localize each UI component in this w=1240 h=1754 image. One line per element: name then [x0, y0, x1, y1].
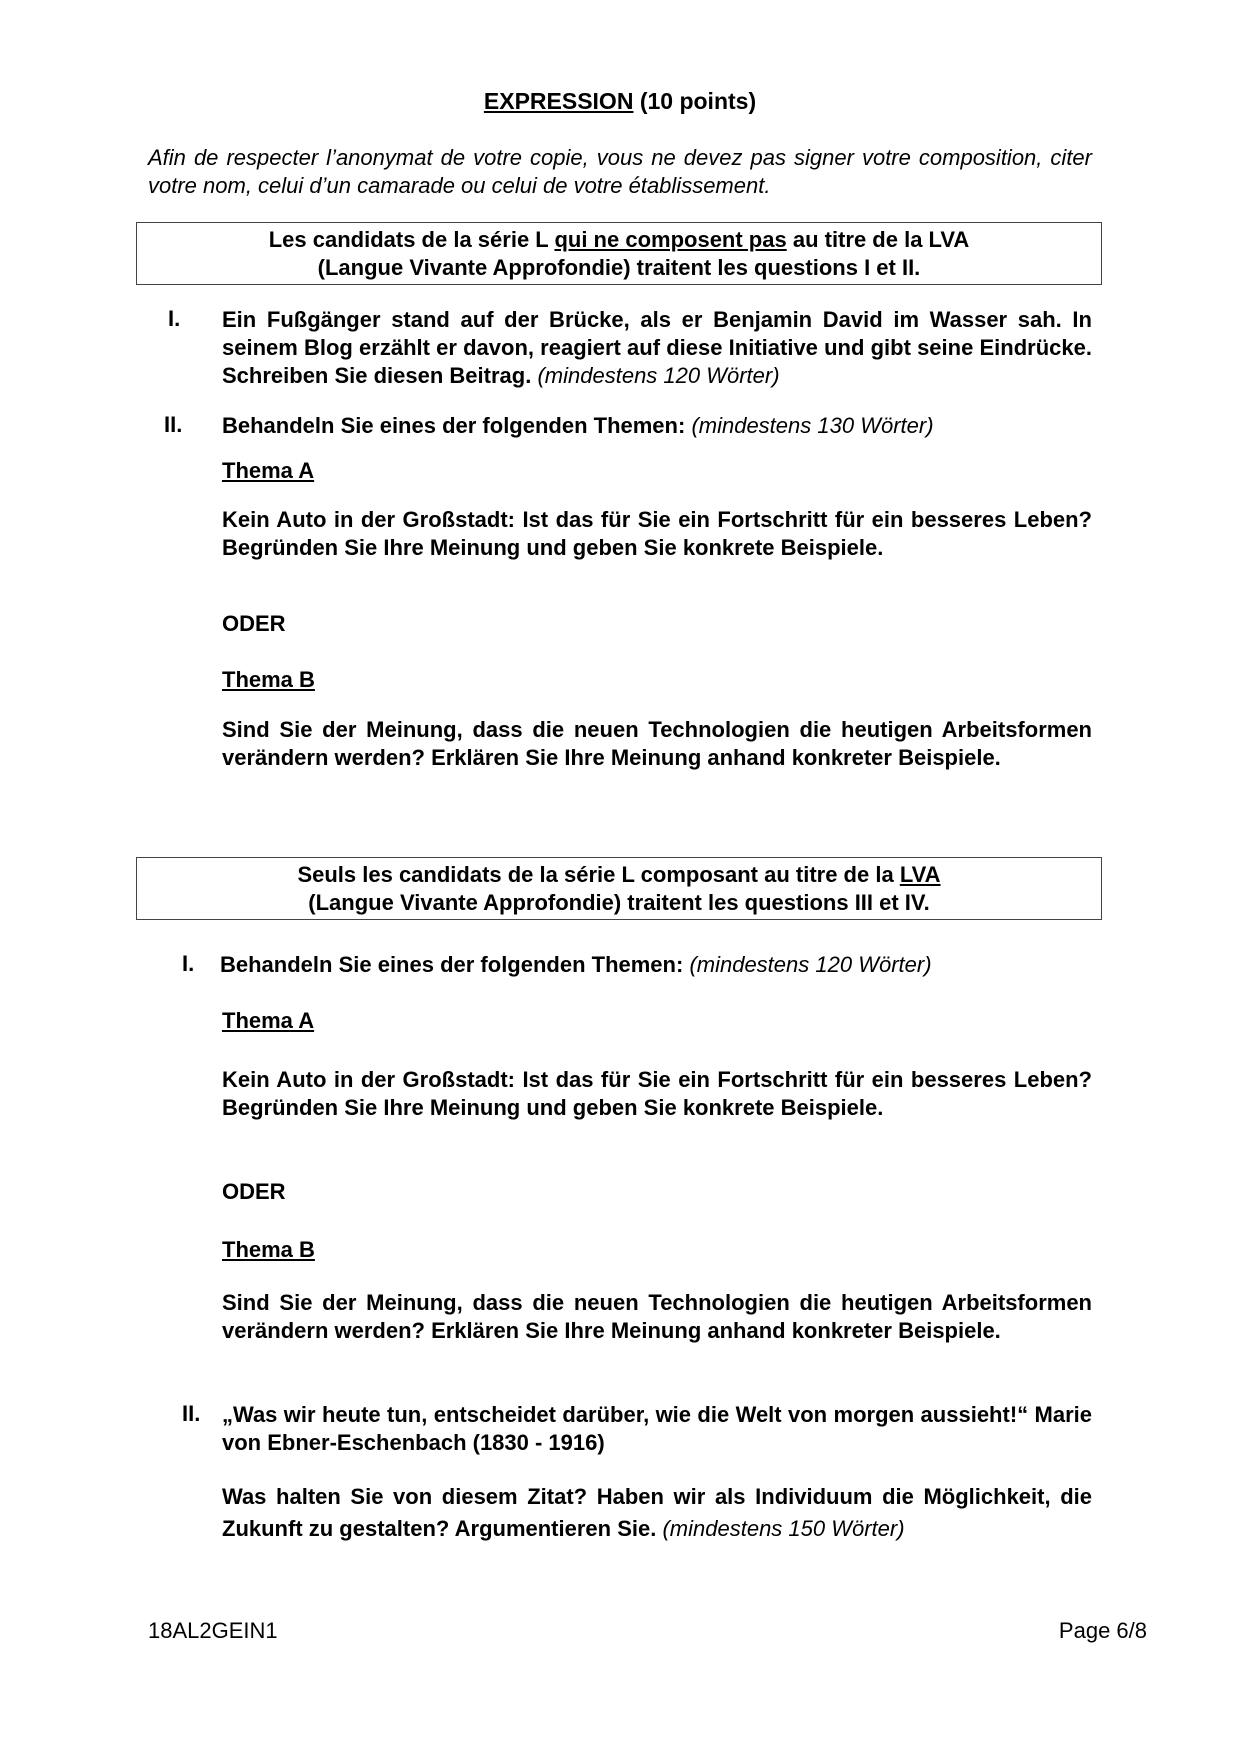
box1-emphasis: qui ne composent pas	[554, 227, 787, 252]
word-count-note: (mindestens 120 Wörter)	[537, 363, 780, 388]
question-number: II.	[182, 1401, 201, 1426]
quote-text: „Was wir heute tun, entscheidet darüber, wie die Welt von morgen aussieht!“ Marie von Ebner-Eschenbach (1830 - 1916)	[222, 1402, 1092, 1455]
thema-a-text: Kein Auto in der Großstadt: Ist das für Sie ein Fortschritt für ein besseres Leben? Begründen Sie Ihre Meinung und geben Sie konkrete Beispiele.	[222, 1067, 1092, 1120]
word-count-note: (mindestens 130 Wörter)	[691, 413, 934, 438]
box1-line2: (Langue Vivante Approfondie) traitent les questions I et II.	[317, 255, 921, 280]
word-count-note: (mindestens 120 Wörter)	[689, 952, 932, 977]
document-code: 18AL2GEIN1	[148, 1618, 278, 1643]
box2-emphasis: LVA	[899, 862, 941, 887]
box1-line1: Les candidats de la série L qui ne composent pas au titre de la LVA	[268, 227, 970, 252]
box2-line2: (Langue Vivante Approfondie) traitent les questions III et IV.	[308, 890, 930, 915]
oder-label: ODER	[222, 1179, 286, 1204]
question-text: Ein Fußgänger stand auf der Brücke, als er Benjamin David im Wasser sah. In seinem Blog erzählt er davon, reagiert auf diese Initiative und gibt seine Eindrücke. Schreiben Sie diesen Beitrag. (mindestens 120 Wörter)	[222, 307, 1092, 388]
page-number: Page 6/8	[1058, 1618, 1147, 1643]
thema-b-label: Thema B	[222, 1237, 315, 1262]
page-title	[0, 88, 1240, 115]
word-count-note: (mindestens 150 Wörter)	[662, 1516, 905, 1541]
oder-label: ODER	[222, 611, 286, 636]
question-number: I.	[182, 951, 195, 976]
box2-line1: Seuls les candidats de la série L composant au titre de la LVA	[297, 862, 941, 887]
thema-b-label: Thema B	[222, 667, 315, 692]
thema-a-label: Thema A	[222, 458, 315, 483]
anonymity-notice: Afin de respecter l’anonymat de votre copie, vous ne devez pas signer votre composition, citer votre nom, celui d’un camarade ou celui de votre établissement.	[148, 145, 1092, 198]
question-text: Behandeln Sie eines der folgenden Themen: (mindestens 120 Wörter)	[220, 952, 932, 977]
instruction-box-standard	[136, 222, 1102, 285]
question-number: II.	[164, 412, 183, 437]
thema-b-text: Sind Sie der Meinung, dass die neuen Technologien die heutigen Arbeitsformen verändern werden? Erklären Sie Ihre Meinung anhand konkreter Beispiele.	[222, 717, 1092, 770]
instruction-box-lva	[136, 857, 1102, 920]
thema-a-label: Thema A	[222, 1008, 315, 1033]
thema-b-text: Sind Sie der Meinung, dass die neuen Technologien die heutigen Arbeitsformen verändern werden? Erklären Sie Ihre Meinung anhand konkreter Beispiele.	[222, 1290, 1092, 1343]
question-text: Behandeln Sie eines der folgenden Themen: (mindestens 130 Wörter)	[222, 413, 934, 438]
question-text: Was halten Sie von diesem Zitat? Haben wir als Individuum die Möglichkeit, die Zukunft zu gestalten? Argumentieren Sie. (mindestens 150 Wörter)	[222, 1484, 1092, 1541]
question-number: I.	[168, 306, 181, 331]
title-points: (10 points)	[633, 88, 757, 114]
thema-a-text: Kein Auto in der Großstadt: Ist das für Sie ein Fortschritt für ein besseres Leben? Begründen Sie Ihre Meinung und geben Sie konkrete Beispiele.	[222, 507, 1092, 560]
title-main: EXPRESSION	[483, 88, 634, 114]
